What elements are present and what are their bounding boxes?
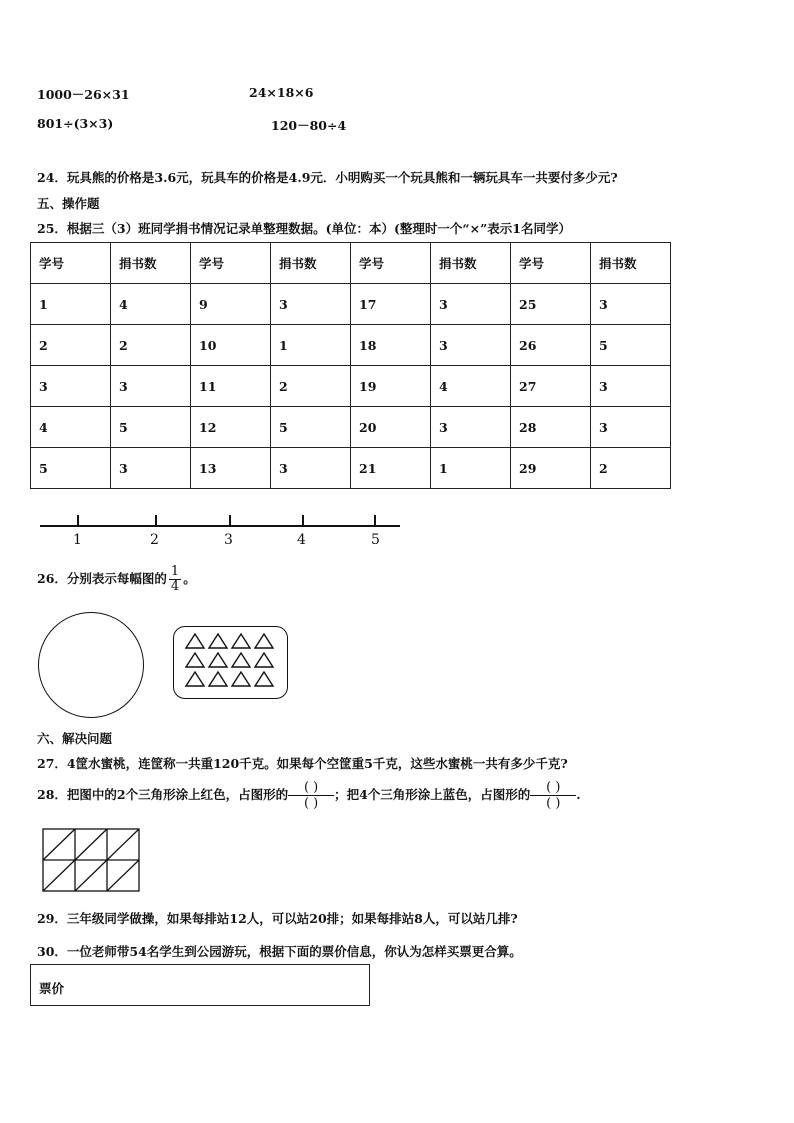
triangles-grid [174, 627, 286, 697]
fraction-denominator: 4 [170, 579, 180, 594]
donation-table [30, 242, 671, 489]
blank-numerator: ( ) [530, 780, 576, 796]
table-cell: 29 [511, 448, 591, 489]
table-cell: 9 [191, 284, 271, 325]
answer-fraction-red[interactable] [288, 780, 334, 811]
table-cell: 20 [351, 407, 431, 448]
table-header-row [31, 243, 671, 284]
section-5-heading: 五、操作题 [37, 196, 100, 211]
calc-3: 801÷(3×3) [37, 116, 114, 131]
number-line-axis [40, 525, 400, 527]
number-line-tick [302, 515, 304, 526]
question-27: 27．4筐水蜜桃，连筐称一共重120千克。如果每个空筐重5千克，这些水蜜桃一共有多少千克? [37, 756, 568, 771]
circle-figure [38, 612, 144, 718]
table-cell: 12 [191, 407, 271, 448]
table-cell: 3 [271, 448, 351, 489]
number-line-tick [77, 515, 79, 526]
table-cell: 3 [111, 366, 191, 407]
table-cell: 1 [271, 325, 351, 366]
table-cell: 5 [271, 407, 351, 448]
table-cell: 3 [431, 407, 511, 448]
question-28 [37, 780, 581, 811]
question-25: 25．根据三（3）班同学捐书情况记录单整理数据。(单位：本）(整理时一个“×”表示1名同学） [37, 221, 571, 236]
table-cell: 2 [31, 325, 111, 366]
table-cell: 5 [31, 448, 111, 489]
table-cell: 3 [591, 366, 671, 407]
calc-1: 1000－26×31 [37, 87, 130, 102]
triangle-grid-svg [42, 828, 140, 892]
table-cell: 19 [351, 366, 431, 407]
number-line-label: 5 [371, 532, 380, 548]
number-line-label: 2 [150, 532, 159, 548]
table-cell: 5 [591, 325, 671, 366]
table-cell: 3 [431, 325, 511, 366]
question-28-part2: ；把4个三角形涂上蓝色，占图形的 [334, 787, 531, 802]
table-cell: 26 [511, 325, 591, 366]
fraction-one-quarter [169, 565, 181, 594]
table-header-cell: 捐书数 [271, 243, 351, 284]
table-header-cell: 捐书数 [591, 243, 671, 284]
table-cell: 18 [351, 325, 431, 366]
table-header-cell: 学号 [191, 243, 271, 284]
question-28-part1: 28．把图中的2个三角形涂上红色，占图形的 [37, 787, 289, 802]
blank-denominator: ( ) [546, 796, 561, 811]
table-row [31, 407, 671, 448]
table-cell: 27 [511, 366, 591, 407]
table-cell: 3 [591, 407, 671, 448]
blank-denominator: ( ) [303, 796, 319, 811]
table-cell: 17 [351, 284, 431, 325]
table-cell: 3 [591, 284, 671, 325]
table-cell: 13 [191, 448, 271, 489]
calc-4: 120－80÷4 [271, 118, 347, 133]
question-30: 30．一位老师带54名学生到公园游玩，根据下面的票价信息，你认为怎样买票更合算。 [37, 944, 522, 959]
question-28-part3: . [576, 787, 581, 802]
table-cell: 5 [111, 407, 191, 448]
table-cell: 2 [271, 366, 351, 407]
table-cell: 1 [431, 448, 511, 489]
table-cell: 25 [511, 284, 591, 325]
table-header-cell: 学号 [31, 243, 111, 284]
table-row [31, 448, 671, 489]
number-line-tick [374, 515, 376, 526]
ticket-price-box [30, 964, 370, 1006]
table-row [31, 366, 671, 407]
fraction-numerator: 1 [170, 564, 180, 579]
blank-numerator: ( ) [288, 780, 334, 796]
table-cell: 4 [431, 366, 511, 407]
table-cell: 2 [591, 448, 671, 489]
section-6-heading: 六、解决问题 [37, 731, 113, 746]
triangles-box-figure [173, 626, 288, 699]
number-line-label: 1 [73, 532, 82, 548]
table-cell: 11 [191, 366, 271, 407]
number-line [40, 512, 402, 552]
table-header-cell: 捐书数 [111, 243, 191, 284]
table-cell: 3 [271, 284, 351, 325]
table-cell: 3 [111, 448, 191, 489]
table-cell: 10 [191, 325, 271, 366]
table-header-cell: 捐书数 [431, 243, 511, 284]
calc-2: 24×18×6 [249, 85, 314, 100]
table-cell: 1 [31, 284, 111, 325]
question-26-suffix: 。 [183, 571, 196, 586]
number-line-tick [229, 515, 231, 526]
table-cell: 2 [111, 325, 191, 366]
table-header-cell: 学号 [511, 243, 591, 284]
number-line-tick [155, 515, 157, 526]
table-row [31, 284, 671, 325]
table-cell: 28 [511, 407, 591, 448]
table-header-cell: 学号 [351, 243, 431, 284]
table-cell: 4 [111, 284, 191, 325]
question-26 [37, 565, 196, 594]
ticket-price-label: 票价 [39, 981, 65, 996]
table-cell: 4 [31, 407, 111, 448]
triangle-grid-figure [42, 828, 140, 896]
question-24: 24．玩具熊的价格是3.6元，玩具车的价格是4.9元．小明购买一个玩具熊和一辆玩具车一共要付多少元? [37, 170, 618, 185]
number-line-label: 4 [297, 532, 306, 548]
table-row [31, 325, 671, 366]
table-cell: 3 [31, 366, 111, 407]
question-29: 29．三年级同学做操，如果每排站12人，可以站20排；如果每排站8人，可以站几排? [37, 911, 518, 926]
answer-fraction-blue[interactable] [530, 780, 576, 811]
question-26-text: 26．分别表示每幅图的 [37, 571, 167, 586]
table-cell: 3 [431, 284, 511, 325]
number-line-label: 3 [224, 532, 233, 548]
table-cell: 21 [351, 448, 431, 489]
